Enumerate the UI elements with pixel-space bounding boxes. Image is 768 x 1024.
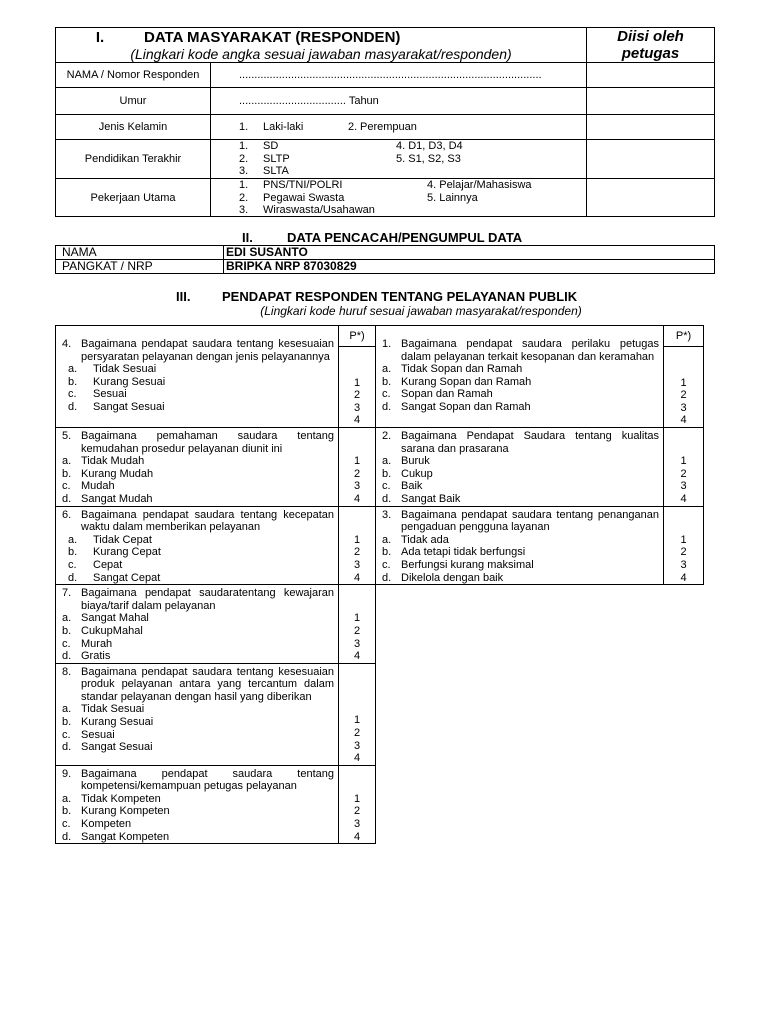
answer-option[interactable] bbox=[62, 534, 334, 547]
answer-text: Kurang Cepat bbox=[93, 546, 161, 559]
answer-code[interactable]: 2 bbox=[353, 624, 361, 637]
answer-option[interactable] bbox=[382, 480, 659, 493]
question-1 bbox=[376, 326, 664, 428]
question-stem bbox=[62, 768, 334, 793]
answer-code[interactable]: 3 bbox=[680, 401, 687, 414]
jk-code-box[interactable] bbox=[587, 115, 715, 140]
answer-text: Kurang Mudah bbox=[81, 467, 154, 480]
questions-left-table bbox=[55, 325, 376, 844]
question-body bbox=[56, 507, 338, 585]
answer-letter: b. bbox=[62, 805, 72, 818]
answer-letter: b. bbox=[62, 716, 72, 729]
answer-code[interactable]: 4 bbox=[353, 650, 361, 663]
kerja-opt5[interactable]: 5. Lainnya bbox=[427, 191, 478, 204]
question-text: Bagaimana pendapat saudara tentang kesesuaian persyaratan pelayanan dengan jenis pelayanannya bbox=[81, 338, 334, 363]
section1-title: DATA MASYARAKAT (RESPONDEN) bbox=[144, 29, 401, 46]
answer-code[interactable]: 4 bbox=[353, 830, 361, 843]
question-9 bbox=[56, 765, 339, 844]
answer-text: Sopan dan Ramah bbox=[401, 388, 493, 401]
pend-opt2-num: 2. bbox=[239, 152, 249, 165]
answer-text: Sangat Sopan dan Ramah bbox=[401, 400, 531, 413]
question-2-codes[interactable] bbox=[664, 428, 704, 507]
section2-title: DATA PENCACAH/PENGUMPUL DATA bbox=[287, 230, 523, 245]
answer-letter: a. bbox=[68, 363, 78, 376]
answer-letter: a. bbox=[62, 455, 72, 468]
umur-label: Umur bbox=[56, 88, 211, 115]
answer-option[interactable] bbox=[382, 559, 659, 572]
answer-code[interactable]: 3 bbox=[680, 480, 687, 493]
answer-option[interactable] bbox=[62, 716, 334, 729]
answer-letter: c. bbox=[62, 818, 71, 831]
answer-text: Kurang Kompeten bbox=[81, 805, 170, 818]
answer-letter: a. bbox=[382, 533, 392, 546]
question-number: 3. bbox=[382, 508, 392, 521]
question-text: Bagaimana pendapat saudara perilaku petugas dalam pelayanan terkait kesopanan dan keramahan bbox=[401, 338, 659, 363]
answer-code[interactable]: 2 bbox=[680, 467, 687, 480]
nama-responden-field[interactable] bbox=[211, 63, 587, 88]
answer-option[interactable] bbox=[62, 818, 334, 831]
answer-option[interactable] bbox=[62, 805, 334, 818]
answer-code[interactable]: 1 bbox=[353, 376, 361, 389]
answer-code[interactable]: 4 bbox=[353, 752, 361, 765]
answer-text: Tidak Kompeten bbox=[81, 792, 161, 805]
question-4 bbox=[56, 326, 339, 428]
pend-opt3-num: 3. bbox=[239, 165, 249, 177]
answer-letter: a. bbox=[62, 612, 72, 625]
question-text: Bagaimana pemahaman saudara tentang kemudahan prosedur pelayanan diunit ini bbox=[81, 430, 334, 455]
answer-text: Sangat Kompeten bbox=[81, 830, 170, 843]
answer-option[interactable] bbox=[62, 572, 334, 585]
answer-text: Sangat Mudah bbox=[81, 492, 153, 505]
answer-text: Mudah bbox=[81, 480, 115, 493]
answer-code[interactable]: 3 bbox=[353, 558, 361, 571]
nama-responden-dots: ................................................................................................... bbox=[239, 69, 542, 81]
answer-letter: a. bbox=[62, 703, 72, 716]
answer-letter: a. bbox=[62, 792, 72, 805]
question-1-codes[interactable] bbox=[664, 347, 704, 428]
answer-option[interactable] bbox=[62, 559, 334, 572]
jk-opt2-text[interactable]: Perempuan bbox=[360, 121, 417, 133]
kerja-opt3-text[interactable]: Wiraswasta/Usahawan bbox=[263, 204, 375, 216]
collector-pangkat-value[interactable]: BRIPKA NRP 87030829 bbox=[224, 260, 715, 274]
answer-option[interactable] bbox=[62, 546, 334, 559]
jenis-kelamin-options bbox=[211, 115, 587, 140]
answer-option[interactable] bbox=[62, 729, 334, 742]
answer-option[interactable] bbox=[382, 546, 659, 559]
question-3-codes[interactable] bbox=[664, 506, 704, 585]
pend-opt1-num: 1. bbox=[239, 140, 249, 152]
umur-dots: ................................... Tahun bbox=[239, 95, 379, 107]
question-stem bbox=[62, 666, 334, 704]
question-body bbox=[56, 428, 338, 506]
answer-letter: b. bbox=[382, 546, 392, 559]
answer-option[interactable] bbox=[382, 572, 659, 585]
answer-code[interactable]: 1 bbox=[680, 533, 687, 546]
answer-letter: b. bbox=[62, 624, 72, 637]
answer-text: Kurang Sesuai bbox=[93, 375, 166, 388]
answer-letter: b. bbox=[382, 375, 392, 388]
answer-letter: d. bbox=[62, 741, 72, 754]
kerja-opt3-num: 3. bbox=[239, 204, 249, 216]
answer-letter: c. bbox=[62, 480, 71, 493]
answer-letter: c. bbox=[382, 558, 391, 571]
section1-number: I. bbox=[95, 29, 105, 46]
pekerjaan-label: Pekerjaan Utama bbox=[56, 179, 211, 217]
collector-nama-value[interactable]: EDI SUSANTO bbox=[224, 246, 715, 260]
answer-option[interactable] bbox=[382, 376, 659, 389]
answer-code[interactable]: 2 bbox=[353, 467, 361, 480]
answer-option[interactable] bbox=[62, 468, 334, 481]
answer-text: Buruk bbox=[401, 455, 430, 468]
pend-opt2-text[interactable]: SLTP bbox=[263, 152, 290, 165]
question-text: Bagaimana Pendapat Saudara tentang kualitas sarana dan prasarana bbox=[401, 430, 659, 455]
answer-text: Cepat bbox=[93, 558, 123, 571]
question-number: 8. bbox=[62, 665, 72, 678]
answer-code[interactable]: 4 bbox=[353, 571, 361, 584]
answer-code[interactable]: 3 bbox=[353, 637, 361, 650]
answer-code[interactable]: 1 bbox=[353, 612, 361, 625]
question-body bbox=[56, 766, 338, 844]
answer-text: Baik bbox=[401, 480, 423, 493]
answer-text: Tidak Mudah bbox=[81, 455, 145, 468]
section2-number: II. bbox=[242, 230, 253, 245]
question-number: 1. bbox=[382, 338, 392, 350]
nama-responden-label: NAMA / Nomor Responden bbox=[56, 63, 211, 88]
answer-text: Sesuai bbox=[81, 728, 115, 741]
kerja-opt2-text[interactable]: Pegawai Swasta bbox=[263, 191, 345, 204]
question-6 bbox=[56, 506, 339, 585]
answer-letter: d. bbox=[382, 571, 392, 584]
answer-text: Tidak Sesuai bbox=[81, 703, 145, 716]
question-5 bbox=[56, 428, 339, 507]
answer-option[interactable] bbox=[62, 625, 334, 638]
answer-letter: c. bbox=[62, 728, 71, 741]
answer-letter: d. bbox=[382, 492, 392, 505]
nama-code-boxes[interactable] bbox=[587, 63, 715, 88]
question-text: Bagaimana pendapat saudara tentang kesesuaian produk pelayanan antara yang tercantum dalam standar pelayanan dengan hasil yang diberikan bbox=[81, 665, 334, 703]
pendidikan-label: Pendidikan Terakhir bbox=[56, 140, 211, 179]
answer-option[interactable] bbox=[62, 388, 334, 401]
answer-text: Cukup bbox=[401, 467, 433, 480]
answer-option[interactable] bbox=[62, 703, 334, 716]
pend-code-box[interactable] bbox=[587, 140, 715, 179]
answer-text: Kurang Sopan dan Ramah bbox=[401, 375, 532, 388]
answer-letter: c. bbox=[62, 637, 71, 650]
question-stem bbox=[62, 509, 334, 534]
question-text: Bagaimana pendapat saudara tentang kecepatan waktu dalam memberikan pelayanan bbox=[81, 508, 334, 534]
answer-option[interactable] bbox=[62, 363, 334, 376]
answer-text: CukupMahal bbox=[81, 624, 143, 637]
answer-code[interactable]: 2 bbox=[353, 805, 361, 818]
question-number: 2. bbox=[382, 430, 392, 442]
question-body bbox=[56, 338, 338, 414]
answer-text: Dikelola dengan baik bbox=[401, 571, 504, 584]
jk-opt2-num: 2. bbox=[348, 121, 358, 133]
question-number: 7. bbox=[62, 587, 72, 600]
answer-text: Tidak Sesuai bbox=[93, 363, 157, 376]
question-stem bbox=[62, 338, 334, 363]
answer-code[interactable]: 3 bbox=[353, 739, 361, 752]
pendidikan-options bbox=[211, 140, 587, 179]
question-stem bbox=[62, 430, 334, 455]
answer-code[interactable]: 3 bbox=[353, 401, 361, 414]
answer-text: Sangat Baik bbox=[401, 492, 461, 505]
answer-letter: c. bbox=[68, 558, 77, 571]
answer-letter: c. bbox=[382, 480, 391, 493]
question-stem bbox=[382, 430, 659, 455]
answer-text: Sangat Sesuai bbox=[93, 400, 165, 413]
pend-opt4[interactable]: 4. D1, D3, D4 bbox=[396, 140, 463, 152]
answer-code[interactable]: 4 bbox=[680, 414, 687, 427]
answer-letter: d. bbox=[62, 830, 72, 843]
question-5-codes[interactable] bbox=[339, 428, 376, 507]
section1-subtitle: (Lingkari kode angka sesuai jawaban masyarakat/responden) bbox=[130, 46, 512, 62]
answer-letter: d. bbox=[68, 571, 78, 584]
section3-title: PENDAPAT RESPONDEN TENTANG PELAYANAN PUBLIK bbox=[222, 289, 578, 304]
answer-letter: b. bbox=[68, 546, 78, 559]
petugas-header bbox=[587, 28, 715, 63]
question-body bbox=[376, 338, 663, 414]
answer-option[interactable] bbox=[382, 455, 659, 468]
question-stem bbox=[62, 587, 334, 612]
question-number: 5. bbox=[62, 430, 72, 442]
answer-code[interactable]: 4 bbox=[680, 571, 687, 584]
answer-text: Kompeten bbox=[81, 818, 132, 831]
answer-letter: c. bbox=[68, 388, 77, 401]
question-body bbox=[376, 428, 663, 506]
kerja-opt4[interactable]: 4. Pelajar/Mahasiswa bbox=[427, 179, 532, 191]
question-body bbox=[56, 664, 338, 754]
answer-option[interactable] bbox=[62, 493, 334, 506]
answer-letter: d. bbox=[62, 650, 72, 663]
answer-code[interactable]: 2 bbox=[353, 726, 361, 739]
answer-option[interactable] bbox=[62, 401, 334, 414]
answer-code[interactable]: 1 bbox=[353, 792, 361, 805]
answer-text: Berfungsi kurang maksimal bbox=[401, 558, 534, 571]
answer-letter: b. bbox=[382, 467, 392, 480]
answer-letter: c. bbox=[382, 388, 391, 401]
question-9-codes[interactable] bbox=[339, 765, 376, 844]
pekerjaan-options bbox=[211, 179, 587, 217]
answer-text: Tidak Cepat bbox=[93, 533, 152, 546]
answer-letter: d. bbox=[382, 400, 392, 413]
question-number: 9. bbox=[62, 767, 72, 780]
answer-option[interactable] bbox=[382, 493, 659, 506]
petugas-line2: petugas bbox=[621, 45, 680, 62]
question-7-codes[interactable] bbox=[339, 585, 376, 664]
kerja-opt1-num: 1. bbox=[239, 179, 249, 191]
petugas-line1: Diisi oleh bbox=[617, 28, 684, 45]
answer-code[interactable]: 2 bbox=[353, 546, 361, 559]
answer-code[interactable]: 2 bbox=[353, 389, 361, 402]
jk-opt1-num: 1. bbox=[239, 121, 249, 133]
answer-option[interactable] bbox=[62, 612, 334, 625]
question-text: Bagaimana pendapat saudaratentang kewajaran biaya/tarif dalam pelayanan bbox=[81, 587, 334, 612]
answer-option[interactable] bbox=[62, 831, 334, 844]
section3-number: III. bbox=[176, 289, 191, 304]
answer-option[interactable] bbox=[382, 534, 659, 547]
answer-letter: b. bbox=[68, 375, 78, 388]
answer-text: Sangat Cepat bbox=[93, 571, 161, 584]
umur-code-boxes[interactable] bbox=[587, 88, 715, 115]
question-number: 6. bbox=[62, 508, 72, 521]
answer-code[interactable]: 1 bbox=[680, 376, 687, 389]
answer-text: Tidak Sopan dan Ramah bbox=[401, 363, 523, 376]
answer-letter: d. bbox=[62, 492, 72, 505]
answer-option[interactable] bbox=[62, 741, 334, 754]
question-stem bbox=[382, 509, 659, 534]
jenis-kelamin-label: Jenis Kelamin bbox=[56, 115, 211, 140]
answer-text: Kurang Sesuai bbox=[81, 716, 154, 729]
answer-option[interactable] bbox=[382, 401, 659, 414]
question-2 bbox=[376, 428, 664, 507]
question-text: Bagaimana pendapat saudara tentang penanganan pengaduan pengguna layanan bbox=[401, 508, 659, 534]
answer-code[interactable]: 3 bbox=[680, 558, 687, 571]
answer-code[interactable]: 3 bbox=[353, 480, 361, 493]
answer-code[interactable]: 2 bbox=[680, 546, 687, 559]
answer-code[interactable]: 2 bbox=[680, 389, 687, 402]
answer-letter: d. bbox=[68, 400, 78, 413]
answer-text: Gratis bbox=[81, 650, 111, 663]
answer-option[interactable] bbox=[62, 480, 334, 493]
kerja-code-box[interactable] bbox=[587, 179, 715, 217]
answer-code[interactable]: 4 bbox=[353, 414, 361, 427]
answer-option[interactable] bbox=[62, 455, 334, 468]
answer-text: Sangat Mahal bbox=[81, 612, 149, 625]
answer-code[interactable]: 1 bbox=[680, 455, 687, 468]
question-8 bbox=[56, 663, 339, 765]
kerja-opt1-text[interactable]: PNS/TNI/POLRI bbox=[263, 179, 343, 191]
answer-option[interactable] bbox=[62, 376, 334, 389]
jk-opt1-text[interactable]: Laki-laki bbox=[263, 121, 304, 133]
answer-code[interactable]: 4 bbox=[680, 492, 687, 505]
umur-field[interactable] bbox=[211, 88, 587, 115]
answer-text: Sangat Sesuai bbox=[81, 741, 153, 754]
question-4-codes[interactable] bbox=[339, 347, 376, 428]
question-body bbox=[376, 507, 663, 585]
left-p-header: P*) bbox=[339, 326, 376, 347]
collector-data-table bbox=[55, 245, 715, 274]
section3-subtitle: (Lingkari kode huruf sesuai jawaban masyarakat/responden) bbox=[260, 304, 582, 318]
answer-letter: a. bbox=[382, 455, 392, 468]
right-p-header: P*) bbox=[664, 326, 704, 347]
answer-letter: a. bbox=[68, 533, 78, 546]
pend-opt5[interactable]: 5. S1, S2, S3 bbox=[396, 152, 461, 165]
question-8-codes[interactable] bbox=[339, 663, 376, 765]
questions-right-table bbox=[375, 325, 704, 585]
answer-code[interactable]: 3 bbox=[353, 818, 361, 831]
answer-option[interactable] bbox=[62, 650, 334, 663]
answer-letter: a. bbox=[382, 363, 392, 376]
answer-option[interactable] bbox=[382, 468, 659, 481]
answer-option[interactable] bbox=[62, 638, 334, 651]
question-number: 4. bbox=[62, 338, 72, 350]
respondent-data-table bbox=[55, 27, 715, 217]
pend-opt1-text[interactable]: SD bbox=[263, 140, 279, 152]
question-body bbox=[56, 585, 338, 663]
answer-code[interactable]: 1 bbox=[353, 533, 361, 546]
kerja-opt2-num: 2. bbox=[239, 191, 249, 204]
question-3 bbox=[376, 506, 664, 585]
question-stem bbox=[382, 338, 659, 363]
answer-code[interactable]: 1 bbox=[353, 714, 361, 727]
answer-code[interactable]: 1 bbox=[353, 455, 361, 468]
question-7 bbox=[56, 585, 339, 664]
question-text: Bagaimana pendapat saudara tentang kompetensi/kemampuan petugas pelayanan bbox=[81, 767, 334, 793]
collector-pangkat-label: PANGKAT / NRP bbox=[56, 260, 224, 274]
answer-letter: b. bbox=[62, 467, 72, 480]
section1-header bbox=[56, 28, 587, 63]
answer-option[interactable] bbox=[382, 363, 659, 376]
answer-option[interactable] bbox=[62, 793, 334, 806]
collector-nama-label: NAMA bbox=[56, 246, 224, 260]
answer-option[interactable] bbox=[382, 388, 659, 401]
answer-text: Sesuai bbox=[93, 388, 127, 401]
answer-text: Tidak ada bbox=[401, 533, 449, 546]
pend-opt3-text[interactable]: SLTA bbox=[263, 165, 289, 177]
answer-text: Murah bbox=[81, 637, 113, 650]
answer-text: Ada tetapi tidak berfungsi bbox=[401, 546, 526, 559]
question-6-codes[interactable] bbox=[339, 506, 376, 585]
answer-code[interactable]: 4 bbox=[353, 492, 361, 505]
